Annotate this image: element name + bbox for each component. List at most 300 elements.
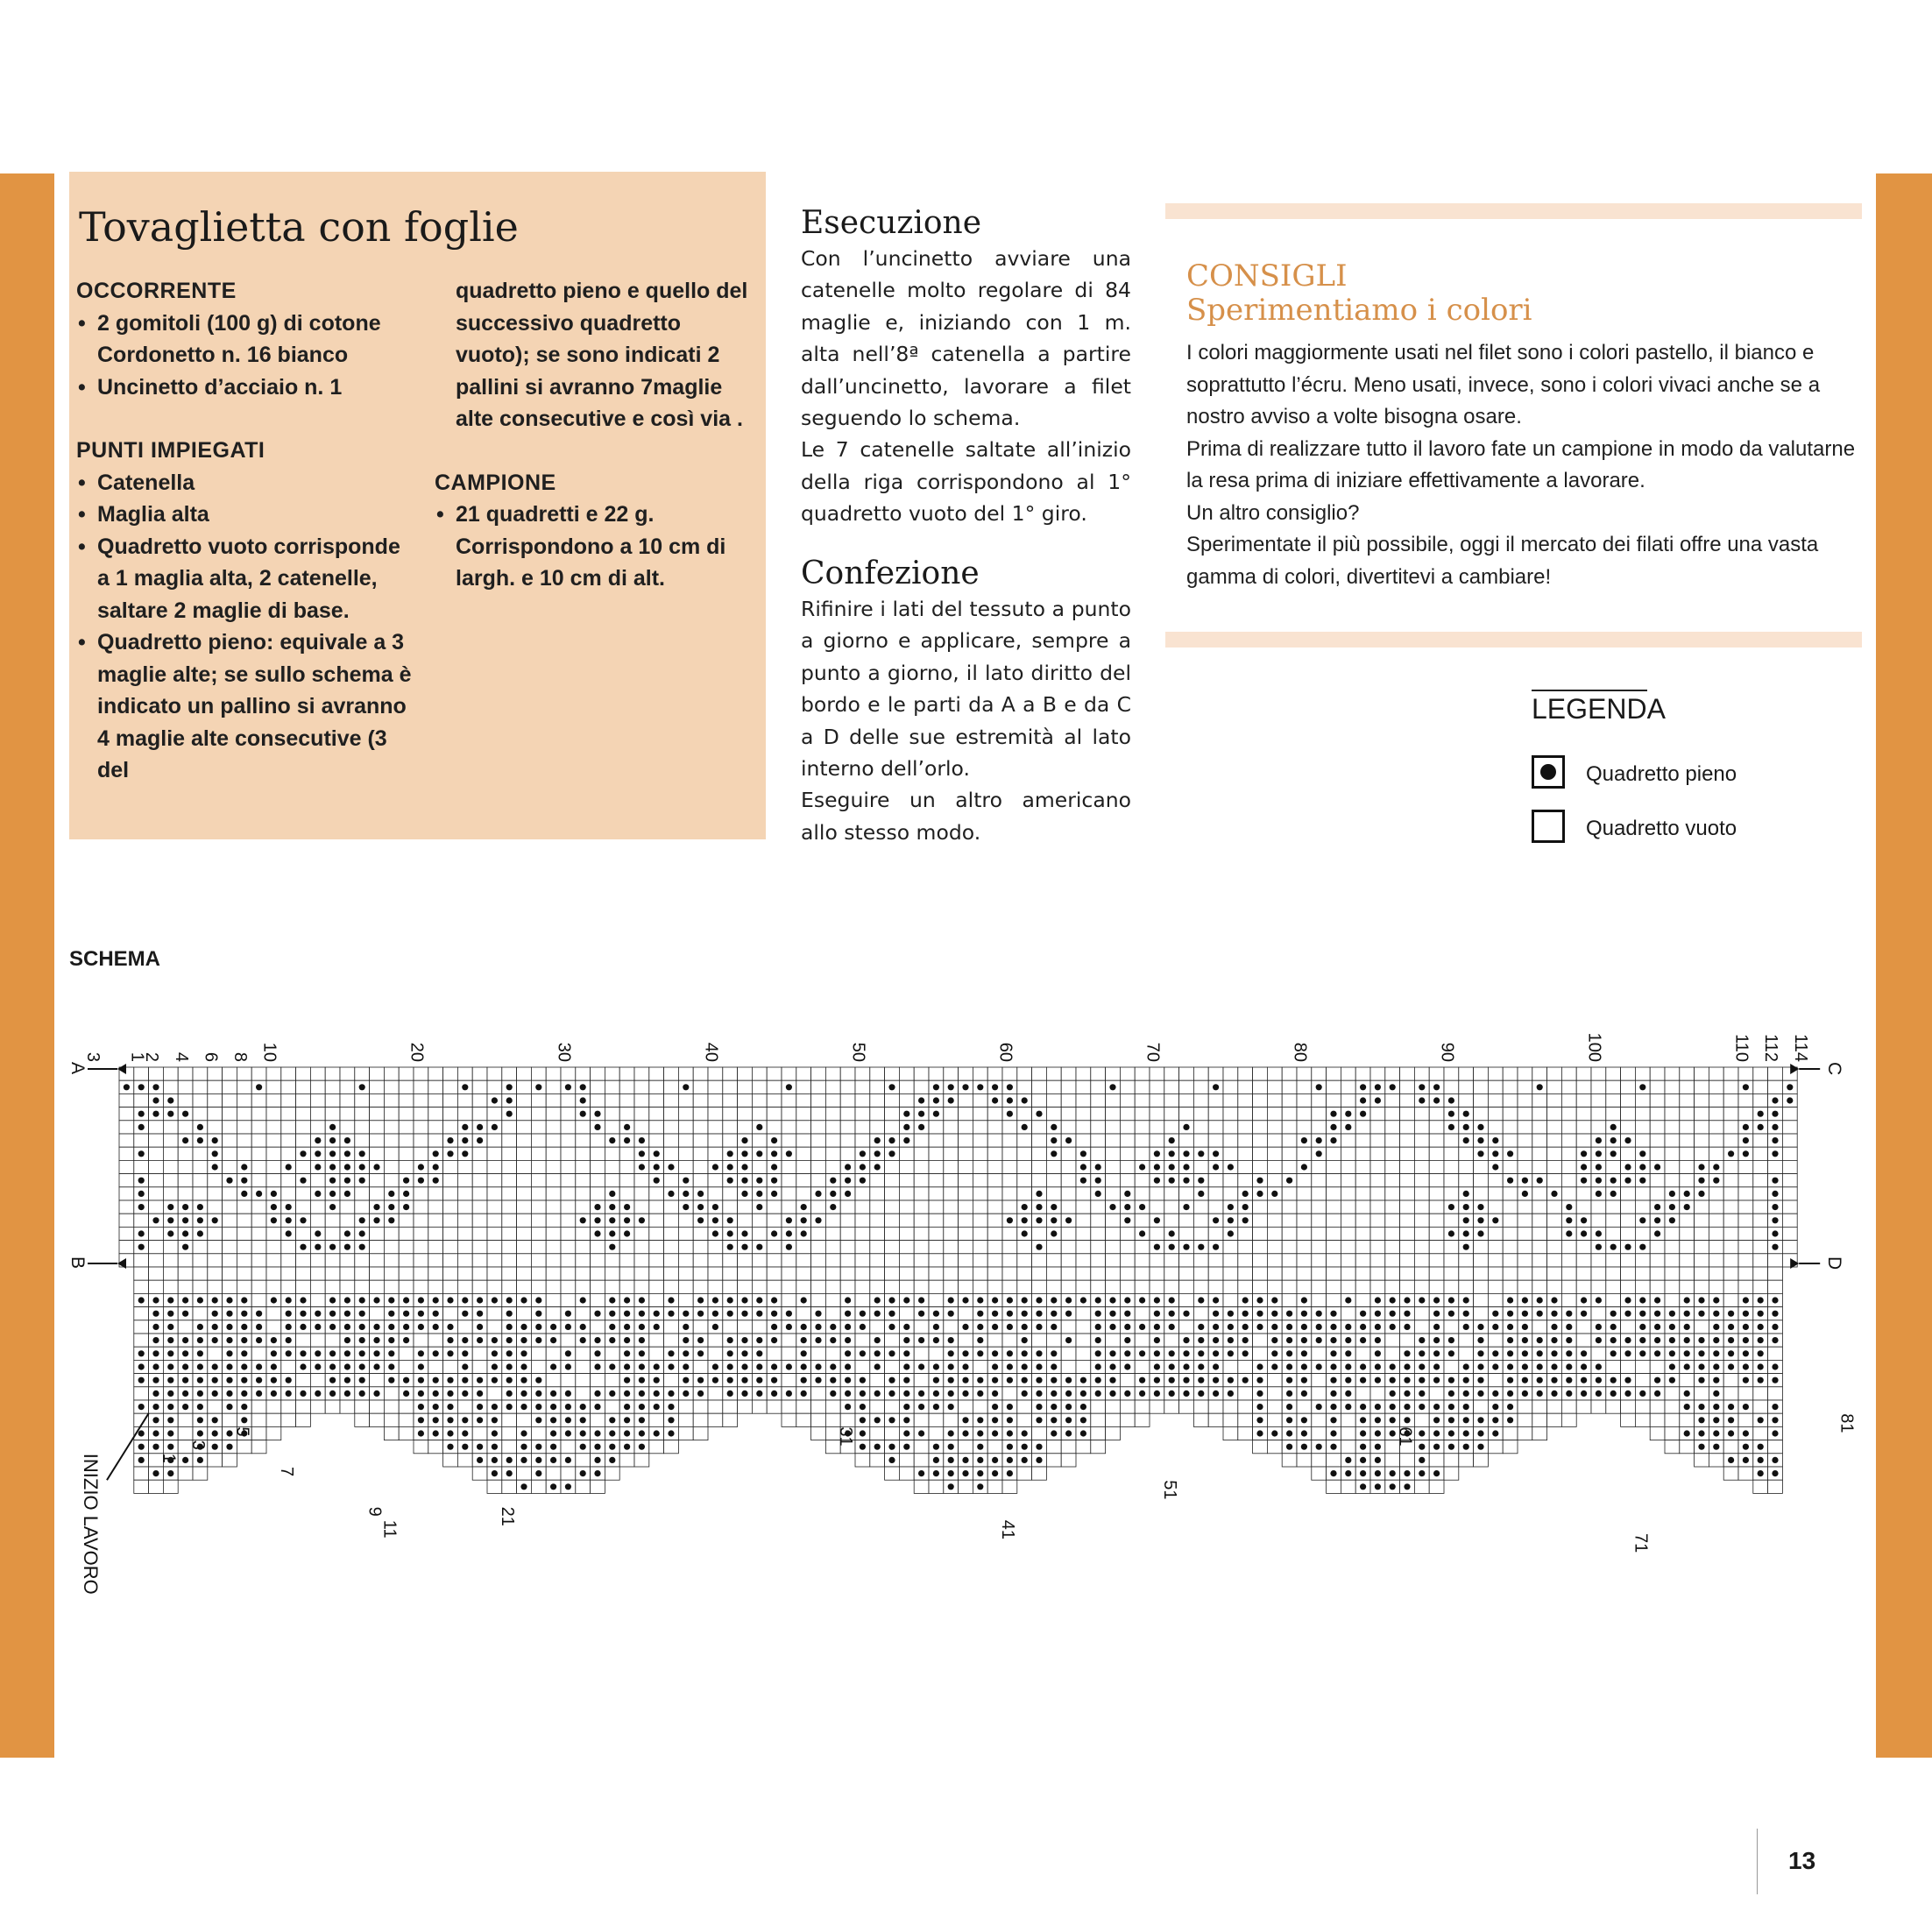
chart-cell (1400, 1121, 1415, 1134)
chart-dot (1463, 1377, 1469, 1384)
chart-cell (825, 1147, 840, 1160)
chart-cell (443, 1280, 458, 1293)
chart-cell (296, 1374, 311, 1387)
chart-dot (1404, 1324, 1410, 1330)
chart-cell (1135, 1413, 1150, 1426)
chart-dot (447, 1417, 453, 1423)
chart-dot (1448, 1404, 1454, 1410)
chart-dot (1228, 1311, 1234, 1317)
chart-dot (948, 1377, 954, 1384)
chart-cell (1768, 1440, 1783, 1454)
chart-cell (208, 1108, 223, 1121)
chart-cell (1488, 1067, 1503, 1080)
chart-cell (1709, 1214, 1723, 1227)
chart-dot (1669, 1324, 1675, 1330)
chart-dot (477, 1137, 483, 1143)
chart-dot (594, 1124, 600, 1130)
chart-dot (1463, 1391, 1469, 1397)
chart-cell (944, 1067, 959, 1080)
chart-cell (1238, 1280, 1253, 1293)
chart-cell (767, 1241, 782, 1254)
chart-cell (1076, 1267, 1091, 1280)
chart-dot (241, 1178, 247, 1184)
chart-cell (811, 1093, 826, 1107)
chart-cell (1150, 1400, 1164, 1413)
chart-dot (447, 1377, 453, 1384)
chart-dot (1419, 1377, 1425, 1384)
chart-cell (266, 1121, 281, 1134)
chart-dot (756, 1244, 762, 1250)
chart-cell (1782, 1174, 1797, 1187)
legend-empty-label: Quadretto vuoto (1586, 817, 1737, 840)
chart-cell (840, 1413, 855, 1426)
chart-dot (271, 1350, 277, 1356)
chart-cell (1120, 1147, 1135, 1160)
chart-cell (1135, 1147, 1150, 1160)
row-number: 11 (379, 1519, 400, 1539)
chart-dot (212, 1150, 218, 1157)
chart-cell (1782, 1108, 1797, 1121)
chart-dot (1080, 1178, 1086, 1184)
chart-dot (1728, 1417, 1734, 1423)
chart-cell (1193, 1200, 1208, 1214)
chart-cell (1606, 1280, 1621, 1293)
chart-cell (1782, 1200, 1797, 1214)
chart-cell (1312, 1454, 1327, 1467)
chart-cell (959, 1147, 973, 1160)
chart-dot (359, 1217, 365, 1223)
chart-dot (182, 1217, 188, 1223)
chart-dot (1316, 1444, 1322, 1450)
chart-cell (1327, 1293, 1341, 1306)
chart-cell (796, 1160, 811, 1173)
chart-cell (193, 1160, 208, 1173)
chart-cell (296, 1267, 311, 1280)
chart-dot (271, 1297, 277, 1303)
chart-dot (1492, 1430, 1498, 1436)
chart-dot (624, 1217, 630, 1223)
chart-dot (1213, 1164, 1219, 1170)
chart-dot (1713, 1311, 1719, 1317)
chart-cell (1046, 1267, 1061, 1280)
chart-dot (918, 1124, 924, 1130)
column-number: 2 (142, 1051, 162, 1062)
chart-cell (664, 1080, 679, 1093)
chart-cell (370, 1134, 385, 1147)
chart-cell (1223, 1241, 1238, 1254)
chart-dot (1007, 1097, 1013, 1103)
chart-dot (344, 1164, 350, 1170)
chart-cell (693, 1413, 708, 1426)
chart-cell (987, 1200, 1002, 1214)
chart-cell (1561, 1108, 1576, 1121)
chart-dot (197, 1363, 203, 1369)
chart-dot (329, 1204, 336, 1210)
chart-cell (752, 1254, 767, 1267)
chart-dot (962, 1457, 968, 1463)
chart-cell (1017, 1174, 1032, 1187)
chart-cell (472, 1426, 487, 1440)
chart-cell (840, 1254, 855, 1267)
chart-cell (237, 1440, 251, 1454)
chart-cell (693, 1360, 708, 1373)
chart-cell (1370, 1147, 1385, 1160)
chart-cell (1621, 1093, 1636, 1107)
chart-cell (134, 1480, 149, 1493)
chart-cell (502, 1160, 517, 1173)
chart-dot (1448, 1337, 1454, 1343)
chart-cell (870, 1121, 885, 1134)
chart-cell (1046, 1254, 1061, 1267)
chart-dot (1669, 1217, 1675, 1223)
chart-dot (845, 1297, 851, 1303)
chart-cell (370, 1147, 385, 1160)
chart-cell (1753, 1160, 1768, 1173)
chart-dot (1448, 1097, 1454, 1103)
chart-dot (1095, 1311, 1101, 1317)
chart-dot (403, 1391, 409, 1397)
chart-dot (1581, 1377, 1587, 1384)
chart-dot (212, 1137, 218, 1143)
chart-dot (1183, 1391, 1189, 1397)
chart-dot (1698, 1164, 1704, 1170)
chart-cell (987, 1241, 1002, 1254)
chart-cell (811, 1174, 826, 1187)
chart-cell (723, 1400, 738, 1413)
chart-cell (502, 1440, 517, 1454)
chart-dot (580, 1337, 586, 1343)
chart-cell (767, 1080, 782, 1093)
chart-dot (1390, 1377, 1396, 1384)
chart-dot (1154, 1244, 1160, 1250)
chart-cell (973, 1400, 987, 1413)
chart-cell (251, 1267, 266, 1280)
chart-dot (1345, 1111, 1351, 1117)
chart-cell (708, 1108, 723, 1121)
chart-dot (1390, 1483, 1396, 1490)
chart-dot (1095, 1191, 1101, 1197)
chart-dot (1654, 1350, 1660, 1356)
chart-dot (1507, 1150, 1513, 1157)
chart-cell (1680, 1227, 1695, 1240)
chart-dot (1566, 1391, 1572, 1397)
chart-dot (977, 1084, 983, 1090)
chart-cell (973, 1241, 987, 1254)
chart-dot (1743, 1311, 1749, 1317)
chart-dot (447, 1324, 453, 1330)
chart-cell (1606, 1360, 1621, 1373)
chart-cell (281, 1121, 296, 1134)
column-number: 70 (1143, 1042, 1163, 1062)
chart-cell (870, 1280, 885, 1293)
chart-dot (903, 1363, 909, 1369)
chart-cell (929, 1147, 944, 1160)
chart-dot (1713, 1324, 1719, 1330)
chart-cell (1002, 1174, 1017, 1187)
chart-cell (870, 1320, 885, 1334)
chart-dot (1022, 1230, 1028, 1236)
chart-cell (914, 1134, 929, 1147)
chart-cell (1267, 1134, 1282, 1147)
chart-cell (1474, 1241, 1489, 1254)
chart-dot (874, 1164, 881, 1170)
chart-cell (384, 1413, 399, 1426)
chart-cell (649, 1440, 664, 1454)
chart-cell (1414, 1134, 1429, 1147)
chart-dot (1271, 1297, 1277, 1303)
chart-dot (212, 1391, 218, 1397)
chart-cell (885, 1214, 900, 1227)
chart-cell (1414, 1174, 1429, 1187)
chart-cell (1723, 1200, 1738, 1214)
chart-cell (531, 1241, 546, 1254)
chart-cell (1621, 1214, 1636, 1227)
chart-cell (1709, 1147, 1723, 1160)
chart-cell (1267, 1093, 1282, 1107)
chart-dot (286, 1230, 292, 1236)
chart-cell (310, 1108, 325, 1121)
chart-cell (163, 1254, 178, 1267)
chart-cell (855, 1134, 870, 1147)
chart-dot (1022, 1350, 1028, 1356)
chart-cell (1076, 1093, 1091, 1107)
chart-cell (296, 1334, 311, 1347)
chart-cell (1532, 1134, 1547, 1147)
chart-cell (487, 1307, 502, 1320)
chart-cell (1282, 1160, 1297, 1173)
chart-cell (399, 1360, 414, 1373)
chart-dot (845, 1191, 851, 1197)
chart-dot (1772, 1191, 1778, 1197)
chart-dot (373, 1350, 379, 1356)
chart-dot (1198, 1178, 1204, 1184)
chart-cell (370, 1108, 385, 1121)
chart-cell (1738, 1280, 1753, 1293)
chart-dot (594, 1404, 600, 1410)
chart-dot (1772, 1124, 1778, 1130)
chart-dot (948, 1350, 954, 1356)
chart-cell (1091, 1200, 1106, 1214)
chart-cell (1576, 1200, 1591, 1214)
chart-dot (1713, 1297, 1719, 1303)
chart-cell (1753, 1280, 1768, 1293)
chart-cell (1120, 1174, 1135, 1187)
chart-cell (457, 1400, 472, 1413)
chart-cell (1032, 1147, 1047, 1160)
chart-cell (678, 1147, 693, 1160)
chart-cell (1503, 1214, 1518, 1227)
chart-dot (741, 1137, 747, 1143)
chart-cell (944, 1267, 959, 1280)
chart-cell (1518, 1093, 1532, 1107)
chart-cell (310, 1293, 325, 1306)
chart-cell (1076, 1227, 1091, 1240)
chart-cell (237, 1121, 251, 1134)
chart-cell (296, 1280, 311, 1293)
chart-cell (1400, 1214, 1415, 1227)
chart-cell (325, 1080, 340, 1093)
chart-dot (138, 1350, 145, 1356)
chart-cell (605, 1147, 619, 1160)
chart-cell (1297, 1174, 1312, 1187)
chart-cell (576, 1134, 591, 1147)
chart-dot (462, 1084, 468, 1090)
chart-dot (801, 1297, 807, 1303)
chart-cell (723, 1067, 738, 1080)
chart-cell (664, 1374, 679, 1387)
chart-cell (1532, 1214, 1547, 1227)
chart-cell (1208, 1174, 1223, 1187)
chart-cell (149, 1160, 164, 1173)
column-number: 1 (127, 1051, 147, 1062)
chart-dot (1360, 1444, 1366, 1450)
chart-dot (286, 1297, 292, 1303)
chart-cell (811, 1200, 826, 1214)
chart-dot (1256, 1191, 1263, 1197)
chart-dot (668, 1164, 674, 1170)
chart-dot (286, 1377, 292, 1384)
chart-cell (1385, 1160, 1400, 1173)
chart-dot (948, 1337, 954, 1343)
chart-cell (266, 1227, 281, 1240)
chart-dot (668, 1430, 674, 1436)
chart-dot (1169, 1391, 1175, 1397)
chart-cell (1193, 1280, 1208, 1293)
chart-cell (929, 1293, 944, 1306)
chart-dot (624, 1324, 630, 1330)
chart-dot (1360, 1404, 1366, 1410)
chart-dot (535, 1297, 541, 1303)
chart-cell (178, 1187, 193, 1200)
chart-dot (492, 1097, 498, 1103)
materials-column-left (76, 275, 414, 787)
chart-cell (119, 1147, 134, 1160)
row-number: 41 (998, 1519, 1017, 1540)
chart-cell (457, 1454, 472, 1467)
chart-cell (576, 1374, 591, 1387)
chart-cell (266, 1093, 281, 1107)
chart-cell (1665, 1174, 1680, 1187)
chart-cell (1680, 1093, 1695, 1107)
chart-cell (944, 1413, 959, 1426)
chart-cell (1046, 1187, 1061, 1200)
chart-cell (1400, 1267, 1415, 1280)
chart-dot (1507, 1337, 1513, 1343)
chart-dot (1728, 1324, 1734, 1330)
chart-cell (1135, 1400, 1150, 1413)
chart-cell (1414, 1214, 1429, 1227)
chart-cell (1017, 1467, 1032, 1480)
chart-cell (634, 1241, 649, 1254)
chart-dot (801, 1350, 807, 1356)
chart-dot (1507, 1178, 1513, 1184)
chart-cell (1238, 1067, 1253, 1080)
chart-cell (546, 1241, 561, 1254)
chart-cell (1253, 1147, 1268, 1160)
chart-dot (271, 1391, 277, 1397)
chart-cell (1106, 1280, 1121, 1293)
chart-cell (531, 1174, 546, 1187)
chart-dot (918, 1337, 924, 1343)
chart-cell (1223, 1280, 1238, 1293)
chart-cell (1267, 1440, 1282, 1454)
chart-cell (1179, 1134, 1194, 1147)
chart-dot (845, 1350, 851, 1356)
chart-cell (237, 1080, 251, 1093)
chart-dot (1345, 1404, 1351, 1410)
chart-dot (1507, 1417, 1513, 1423)
chart-cell (1355, 1227, 1370, 1240)
chart-dot (962, 1391, 968, 1397)
chart-dot (580, 1324, 586, 1330)
chart-cell (1709, 1200, 1723, 1214)
chart-cell (134, 1134, 149, 1147)
chart-dot (1036, 1324, 1042, 1330)
chart-cell (266, 1400, 281, 1413)
chart-cell (546, 1467, 561, 1480)
column-number: 8 (230, 1051, 250, 1062)
chart-dot (462, 1137, 468, 1143)
chart-cell (414, 1214, 428, 1227)
chart-cell (1503, 1200, 1518, 1214)
chart-cell (1135, 1280, 1150, 1293)
chart-dot (212, 1377, 218, 1384)
chart-cell (1532, 1093, 1547, 1107)
chart-dot (1477, 1430, 1483, 1436)
chart-cell (1120, 1400, 1135, 1413)
chart-cell (796, 1307, 811, 1320)
chart-dot (1051, 1311, 1057, 1317)
chart-cell (811, 1280, 826, 1293)
chart-cell (355, 1093, 370, 1107)
chart-dot (1330, 1111, 1336, 1117)
chart-cell (1768, 1254, 1783, 1267)
chart-dot (241, 1191, 247, 1197)
chart-dot (1669, 1363, 1675, 1369)
chart-cell (1709, 1121, 1723, 1134)
chart-cell (1782, 1227, 1797, 1240)
chart-cell (1341, 1241, 1355, 1254)
chart-dot (1654, 1337, 1660, 1343)
chart-cell (1341, 1214, 1355, 1227)
chart-cell (870, 1187, 885, 1200)
tip-band-bottom (1165, 632, 1862, 648)
chart-cell (149, 1134, 164, 1147)
chart-dot (1419, 1391, 1425, 1397)
chart-cell (1738, 1413, 1753, 1426)
chart-cell (899, 1267, 914, 1280)
chart-dot (1022, 1311, 1028, 1317)
chart-cell (752, 1093, 767, 1107)
chart-dot (874, 1337, 881, 1343)
chart-dot (1404, 1350, 1410, 1356)
chart-cell (1738, 1093, 1753, 1107)
chart-cell (1238, 1426, 1253, 1440)
chart-cell (428, 1254, 443, 1267)
chart-dot (1051, 1150, 1057, 1157)
chart-cell (531, 1147, 546, 1160)
chart-cell (914, 1187, 929, 1200)
chart-cell (428, 1214, 443, 1227)
chart-cell (738, 1254, 753, 1267)
chart-cell (634, 1080, 649, 1093)
chart-cell (1238, 1080, 1253, 1093)
chart-cell (1753, 1093, 1768, 1107)
chart-dot (1330, 1337, 1336, 1343)
chart-cell (1532, 1160, 1547, 1173)
chart-dot (1228, 1230, 1234, 1236)
chart-dot (756, 1297, 762, 1303)
